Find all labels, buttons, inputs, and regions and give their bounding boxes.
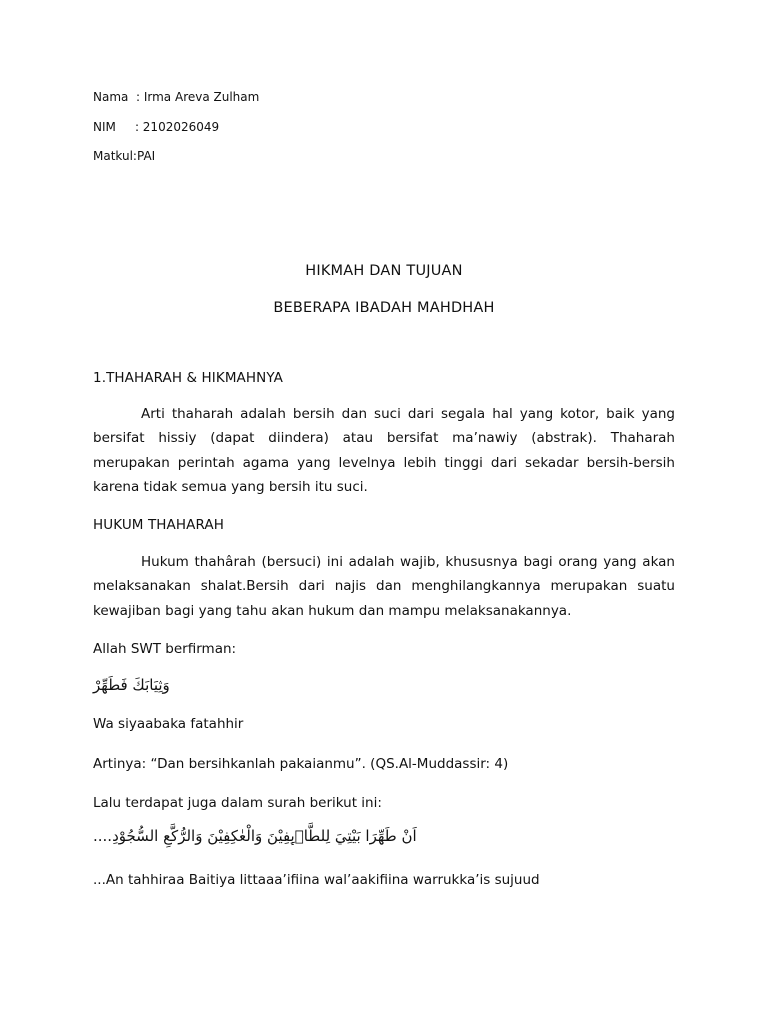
translation-1: Artinya: “Dan bersihkanlah pakaianmu”. (QS.Al-Muddassir: 4) xyxy=(93,756,509,772)
course-name: Matkul:PAI xyxy=(93,149,156,163)
arabic-verse-1: وَثِيَابَكَ فَطَهِّرْ xyxy=(93,676,170,694)
verse-intro-2: Lalu terdapat juga dalam surah berikut ini: xyxy=(93,795,382,811)
document-title-line1: HIKMAH DAN TUJUAN xyxy=(305,263,463,279)
paragraph-hukum: Hukum thahârah (bersuci) ini adalah wajib, khususnya bagi orang yang akan melaksanakan shalat.Bersih dari najis dan menghilangkannya merupakan suatu kewajiban bagi yang tahu akan hukum dan mampu melaksanakannya. xyxy=(93,554,675,619)
section-heading-thaharah: 1.THAHARAH & HIKMAHNYA xyxy=(93,370,283,386)
student-name: Nama : Irma Areva Zulham xyxy=(93,90,260,104)
transliteration-2: ...An tahhiraa Baitiya littaaa’ifiina wal’aakifiina warrukka’is sujuud xyxy=(93,872,540,888)
document-title-line2: BEBERAPA IBADAH MAHDHAH xyxy=(273,300,495,316)
verse-intro-1: Allah SWT berfirman: xyxy=(93,641,237,657)
arabic-verse-2: اَنْ طَهِّرَا بَيْتِيَ لِلطَّاۤىِٕفِيْنَ وَالْعٰكِفِيْنَ وَالرُّكَّعِ السُّجُوْدِ.... xyxy=(93,827,417,845)
section-heading-hukum: HUKUM THAHARAH xyxy=(93,517,224,533)
paragraph-thaharah: Arti thaharah adalah bersih dan suci dari segala hal yang kotor, baik yang bersifat hissiy (dapat diindera) atau bersifat ma’nawiy (abstrak). Thaharah merupakan perintah agama yang levelnya lebih tinggi dari sekadar bersih-bersih karena tidak semua yang bersih itu suci. xyxy=(93,406,675,495)
transliteration-1: Wa siyaabaka fatahhir xyxy=(93,716,244,732)
student-nim: NIM : 2102026049 xyxy=(93,120,220,134)
